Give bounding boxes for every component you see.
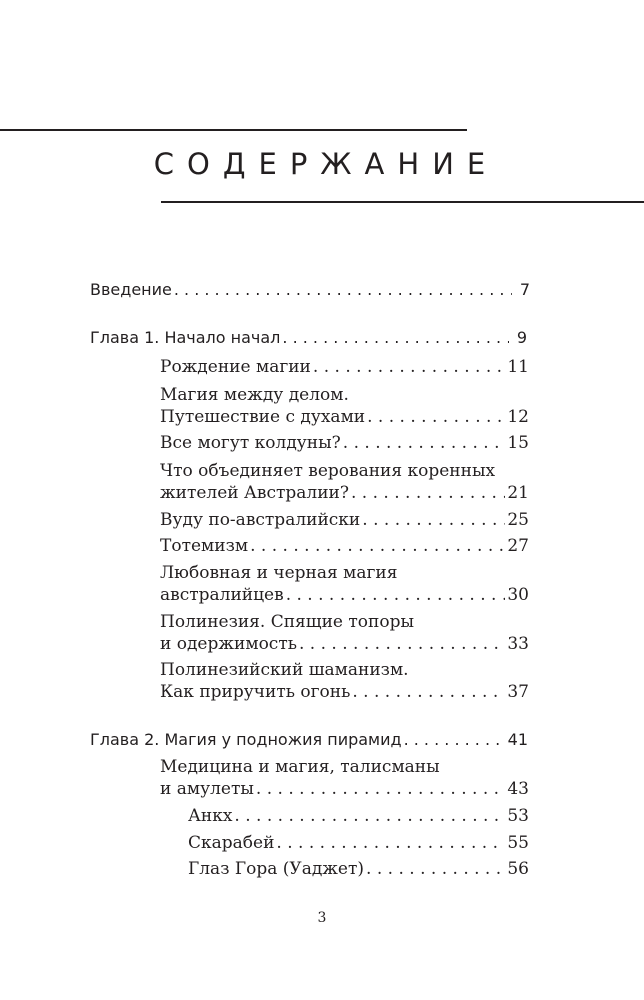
toc-section-title-line1: Медицина и магия, талисманы [160,757,440,777]
toc-section [160,355,529,379]
toc-page-number: 15 [507,433,529,453]
toc-section [160,680,529,704]
toc-subsection [188,804,529,828]
toc-section [160,777,529,801]
dot-leader [250,534,505,558]
toc-entry-title: Введение [90,280,172,299]
toc-page-number: 55 [507,833,529,853]
toc-section-title: австралийцев [160,585,284,605]
toc-page-number: 11 [507,357,529,377]
toc-chapter-title: Глава 1. Начало начал [90,328,281,347]
toc-section [160,583,529,607]
toc-section-title: жителей Австралии? [160,483,349,503]
top-rule [0,129,467,131]
dot-leader [299,632,505,656]
dot-leader [351,481,505,505]
toc-page-number: 33 [507,634,529,654]
toc-section [160,534,529,558]
toc-section [160,481,529,505]
dot-leader [276,831,505,855]
toc-page-number: 25 [507,510,529,530]
dot-leader [367,405,505,429]
dot-leader [343,431,506,455]
toc-section-title-line1: Что объединяет верования коренных [160,461,496,481]
page-number-footer: 3 [317,910,327,926]
dot-leader [352,680,505,704]
dot-leader [404,728,500,752]
toc-page-number: 9 [516,328,527,347]
dot-leader [174,278,512,302]
toc-section-title-line1: Полинезия. Спящие топоры [160,612,414,632]
toc-page-number: 30 [507,585,529,605]
dot-leader [282,326,508,350]
dot-leader [362,508,505,532]
toc-subsection [188,831,529,855]
toc-page-number: 12 [507,407,529,427]
toc-subsection [188,857,529,881]
toc-subsection-title: Глаз Гора (Уаджет) [188,859,365,879]
dot-leader [286,583,506,607]
toc-page-number: 37 [507,682,529,702]
toc-page-number: 7 [519,280,530,299]
toc-chapter-title: Глава 2. Магия у подножия пирамид [90,730,402,749]
dot-leader [234,804,505,828]
toc-page-number: 41 [507,730,528,749]
toc-section-title: Все могут колдуны? [160,433,341,453]
dot-leader [256,777,505,801]
toc-page-number: 43 [507,779,529,799]
toc-section [160,632,529,656]
toc-subsection-title: Скарабей [188,833,275,853]
toc-chapter-2 [90,728,528,752]
toc-page-number: 53 [507,806,529,826]
toc-section-title-line1: Полинезийский шаманизм. [160,660,409,680]
toc-section-title-line1: Магия между делом. [160,385,349,405]
toc-section [160,508,529,532]
toc-section [160,431,529,455]
toc-page-number: 21 [507,483,529,503]
toc-page-number: 56 [507,859,529,879]
toc-entry-intro [90,278,530,302]
toc-section-title: Рождение магии [160,357,311,377]
dot-leader [366,857,505,881]
toc-section-title: и амулеты [160,779,254,799]
toc-section-title-line1: Любовная и черная магия [160,563,398,583]
toc-section-title: Тотемизм [160,536,249,556]
toc-page-number: 27 [507,536,529,556]
dot-leader [313,355,505,379]
toc-chapter-1 [90,326,527,350]
toc-section-title: Как приручить огонь [160,682,351,702]
toc-section-title: и одержимость [160,634,297,654]
bottom-rule [161,201,644,203]
toc-section-title: Вуду по-австралийски [160,510,361,530]
toc-subsection-title: Анкх [188,806,233,826]
toc-section [160,405,529,429]
toc-section-title: Путешествие с духами [160,407,366,427]
page-title: СОДЕРЖАНИЕ [153,147,499,181]
